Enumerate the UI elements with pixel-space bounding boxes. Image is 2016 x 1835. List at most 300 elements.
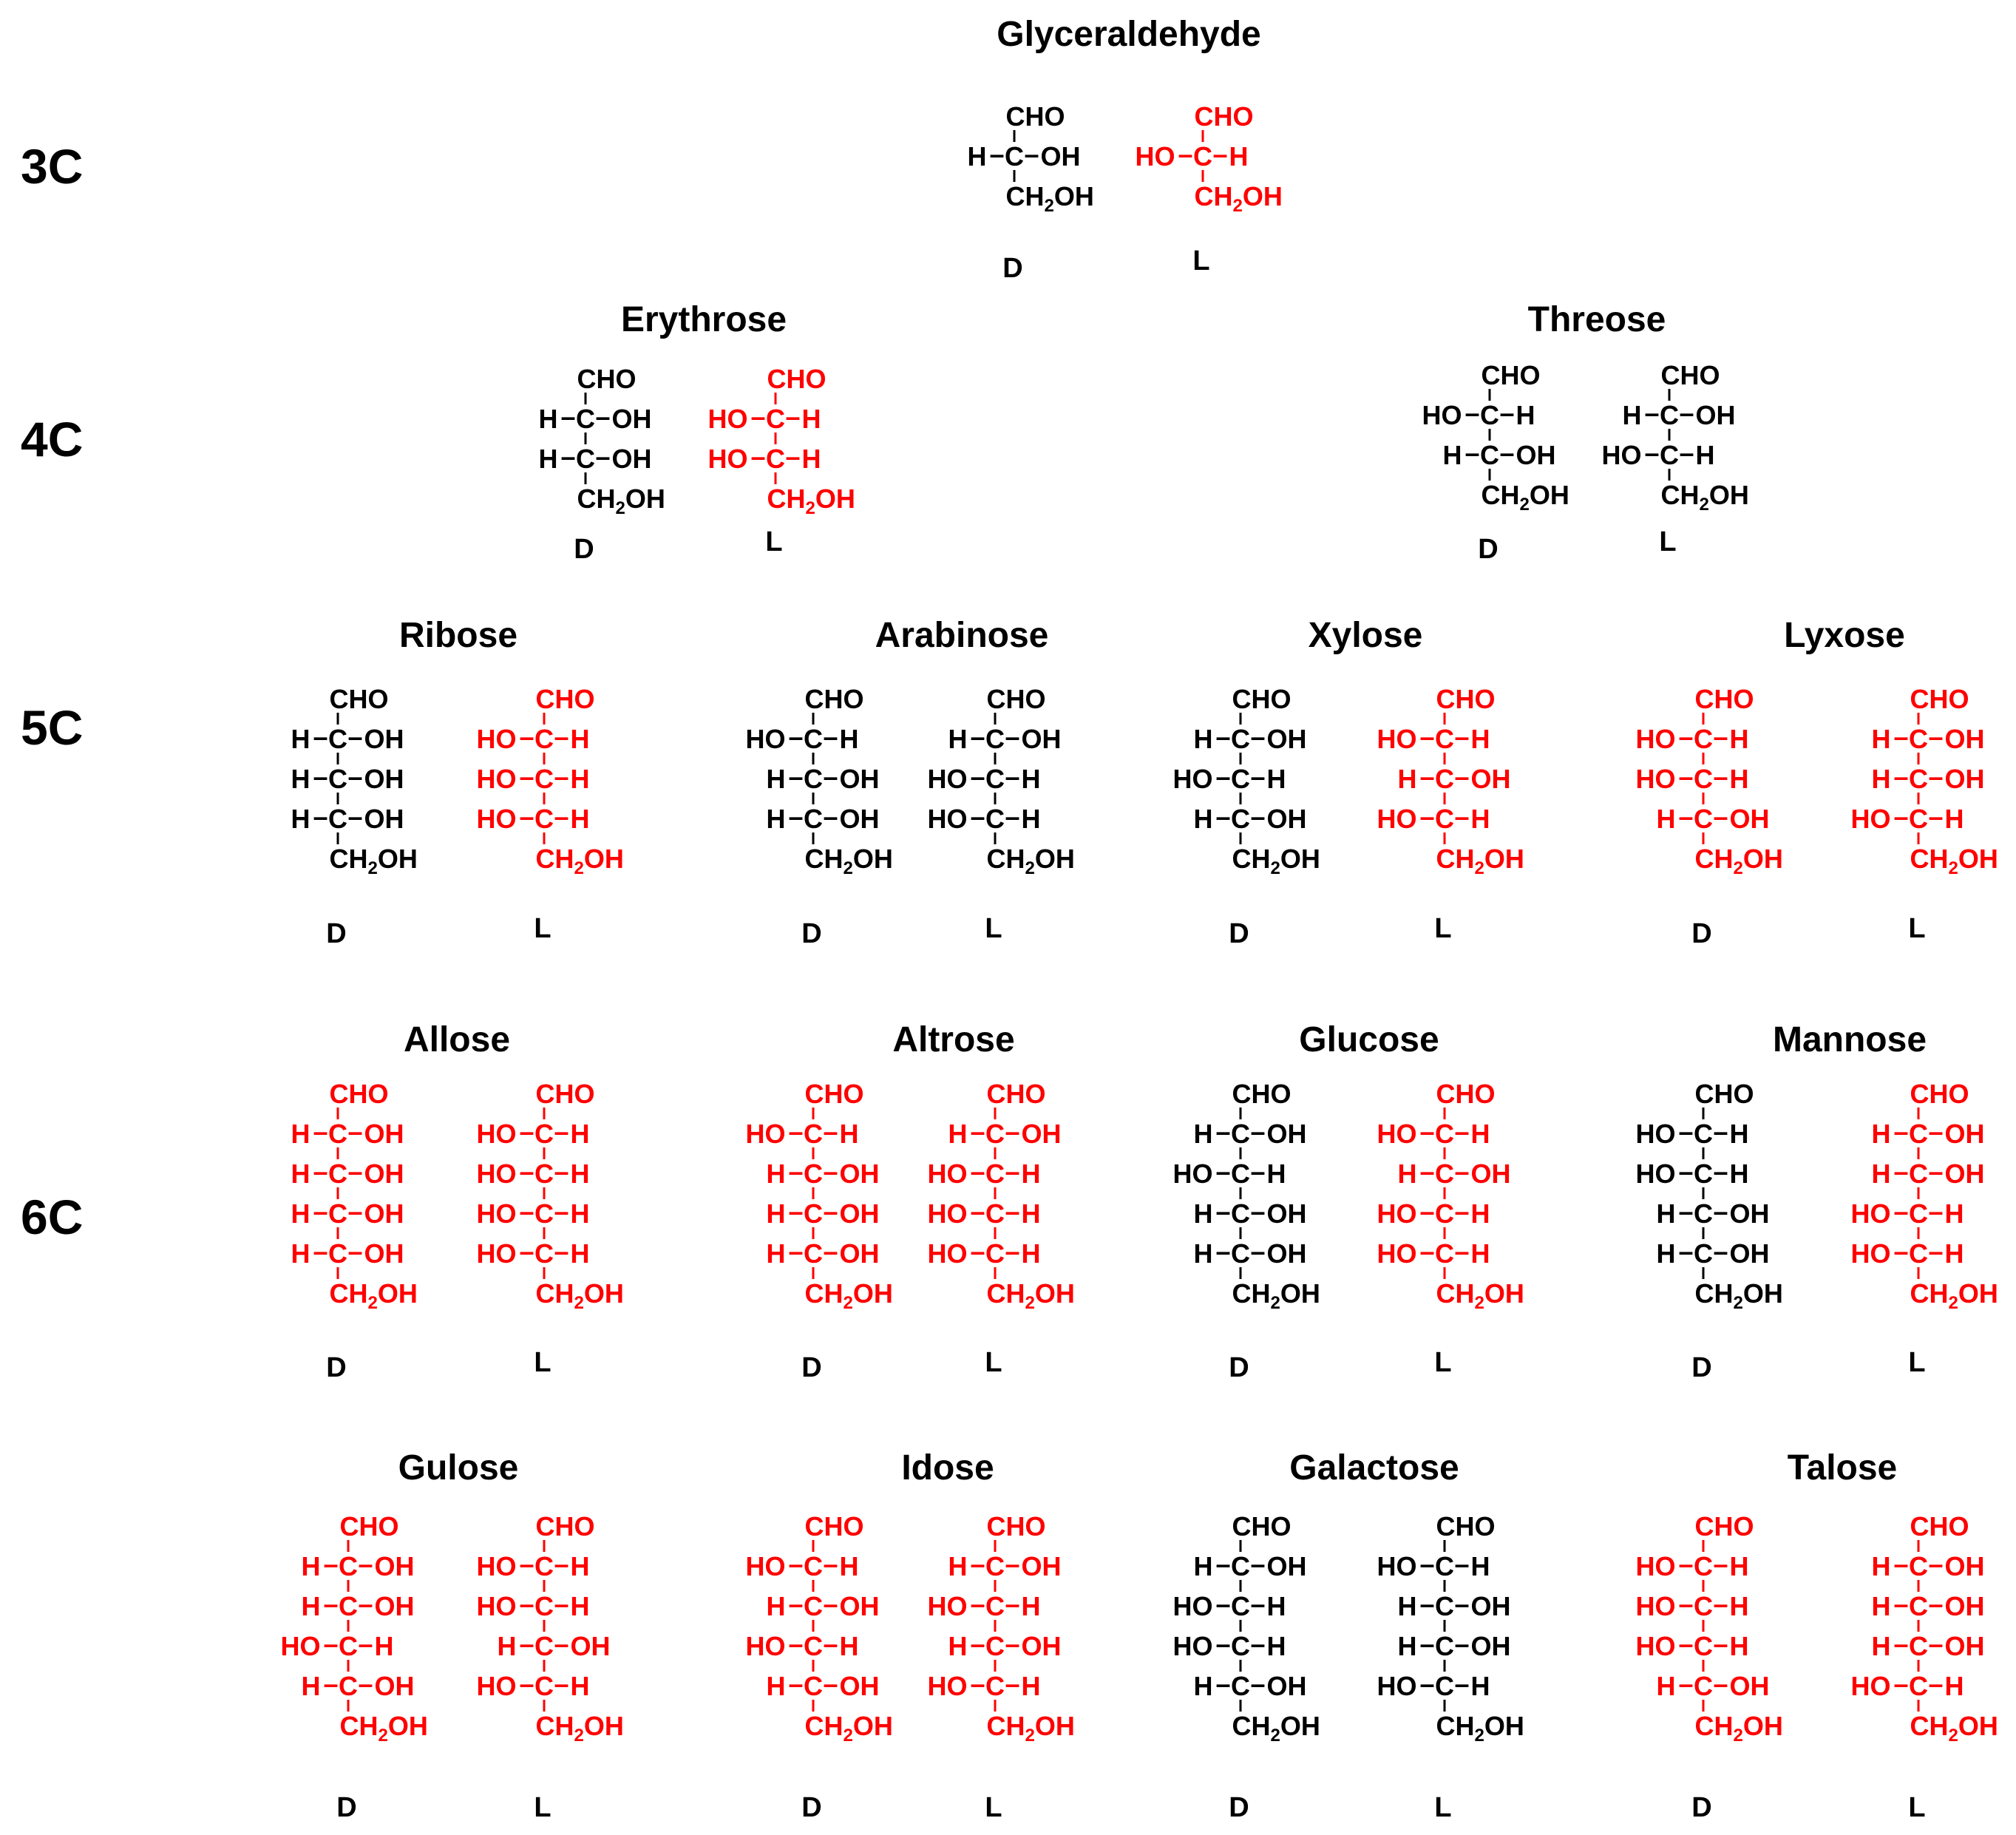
- sugar-arabinose: [746, 616, 1075, 949]
- left-substituent: H: [538, 444, 558, 474]
- stereocenter-4: [1851, 801, 1964, 844]
- left-substituent: H: [291, 1198, 310, 1229]
- sugar-title: Galactose: [1289, 1448, 1459, 1488]
- right-substituent: OH: [364, 724, 404, 754]
- left-substituent: H: [948, 724, 968, 754]
- right-bond: –: [347, 801, 363, 832]
- sugar-glyceraldehyde: [968, 15, 1283, 284]
- right-bond: –: [823, 1116, 838, 1147]
- carbon-atom: C: [534, 1159, 554, 1189]
- stereocenter-2: [1872, 1116, 1985, 1159]
- carbon-atom: C: [1694, 804, 1713, 834]
- right-substituent: H: [1021, 1198, 1041, 1229]
- stereocenter-4: [948, 1629, 1062, 1672]
- right-bond: –: [554, 1549, 569, 1579]
- sugar-title: Lyxose: [1784, 616, 1905, 655]
- stereocenter-4: [477, 1196, 590, 1239]
- right-bond: –: [1454, 1236, 1470, 1266]
- right-bond: –: [823, 1629, 838, 1659]
- carbon-atom: C: [1435, 764, 1454, 794]
- stereocenter-5: [1657, 1669, 1770, 1712]
- left-bond: –: [1893, 762, 1909, 792]
- left-substituent: HO: [1422, 400, 1462, 430]
- stereocenter-2: [1422, 398, 1535, 441]
- left-bond: –: [1215, 801, 1231, 832]
- d-isomer-label: D: [1002, 253, 1023, 284]
- right-bond: –: [1928, 762, 1944, 792]
- right-bond: –: [823, 1196, 838, 1227]
- right-bond: –: [1928, 1669, 1944, 1699]
- hydroxymethyl-group: $CH_2OH$: [535, 1278, 624, 1313]
- carbon-atom: C: [1231, 1671, 1250, 1701]
- left-substituent: H: [1871, 1591, 1891, 1621]
- left-bond: –: [323, 1629, 339, 1659]
- right-substituent: OH: [364, 1198, 404, 1229]
- stereocenter-2: [477, 722, 590, 764]
- left-bond: –: [313, 801, 328, 832]
- left-bond: –: [1893, 1196, 1909, 1227]
- stereocenter-4: [1194, 1196, 1307, 1239]
- d-isomer-label: D: [1691, 1792, 1712, 1823]
- stereocenter-3: [767, 762, 880, 804]
- left-substituent: H: [1397, 1159, 1417, 1189]
- right-bond: –: [1928, 1156, 1944, 1187]
- sugar-glucose: [1173, 1020, 1524, 1383]
- stereocenter-3: [477, 1156, 590, 1199]
- left-substituent: H: [948, 1119, 968, 1149]
- right-substituent: H: [1470, 1551, 1490, 1581]
- l-isomer-label: L: [534, 1347, 551, 1378]
- left-bond: –: [1893, 801, 1909, 832]
- carbon-atom: C: [1909, 804, 1928, 834]
- right-bond: –: [1713, 1629, 1728, 1659]
- carbon-atom: C: [339, 1591, 358, 1621]
- carbon-atom: C: [1694, 1119, 1713, 1149]
- right-bond: –: [554, 1669, 569, 1699]
- right-bond: –: [1928, 1549, 1944, 1579]
- sugar-idose: [746, 1448, 1075, 1823]
- aldehyde-group: CHO: [1694, 1511, 1754, 1541]
- left-bond: –: [1215, 722, 1231, 752]
- right-substituent: OH: [1021, 1119, 1062, 1149]
- right-substituent: H: [1944, 804, 1964, 834]
- left-substituent: HO: [1172, 1631, 1213, 1661]
- right-bond: –: [1454, 1669, 1470, 1699]
- right-bond: –: [823, 722, 838, 752]
- right-substituent: H: [1021, 804, 1041, 834]
- left-bond: –: [1419, 1196, 1435, 1227]
- right-substituent: H: [570, 1551, 590, 1581]
- right-substituent: H: [839, 1631, 859, 1661]
- stereocenter-3: [539, 441, 652, 484]
- right-substituent: OH: [1729, 1198, 1770, 1229]
- right-bond: –: [358, 1629, 373, 1659]
- hydroxymethyl-group: $CH_2OH$: [1694, 1278, 1783, 1313]
- aldehyde-group: CHO: [1232, 684, 1292, 714]
- stereocenter-4: [1657, 1196, 1770, 1239]
- left-bond: –: [519, 1629, 534, 1659]
- left-bond: –: [1215, 1196, 1231, 1227]
- right-bond: –: [1454, 722, 1470, 752]
- aldehyde-group: CHO: [1910, 1511, 1969, 1541]
- left-substituent: H: [766, 1198, 786, 1229]
- right-bond: –: [1454, 1629, 1470, 1659]
- aldehyde-group: CHO: [1910, 684, 1969, 714]
- right-bond: –: [1005, 801, 1020, 832]
- left-substituent: H: [1397, 1631, 1417, 1661]
- hydroxymethyl-group: $CH_2OH$: [1232, 1278, 1320, 1313]
- right-substituent: OH: [1729, 1238, 1770, 1269]
- sugar-title: Glyceraldehyde: [997, 15, 1261, 54]
- carbon-atom: C: [1231, 1591, 1250, 1621]
- right-bond: –: [1250, 1236, 1266, 1266]
- carbon-atom: C: [804, 764, 823, 794]
- erythrose-l-fischer: [708, 364, 855, 518]
- carbon-atom: C: [1231, 1551, 1250, 1581]
- right-substituent: OH: [1944, 1119, 1985, 1149]
- sugar-title: Idose: [901, 1448, 994, 1488]
- carbon-atom: C: [328, 1119, 347, 1149]
- stereocenter-4: [498, 1629, 611, 1672]
- carbon-atom: C: [1435, 1591, 1454, 1621]
- stereocenter-2: [1636, 722, 1749, 764]
- right-bond: –: [1713, 801, 1728, 832]
- right-substituent: OH: [364, 1238, 404, 1269]
- left-bond: –: [788, 722, 804, 752]
- aldehyde-group: CHO: [1660, 360, 1720, 390]
- left-substituent: HO: [927, 1238, 968, 1269]
- arabinose-d-fischer: [746, 684, 893, 878]
- stereocenter-5: [1377, 1669, 1490, 1712]
- left-bond: –: [313, 1196, 328, 1227]
- right-substituent: OH: [1021, 1551, 1062, 1581]
- right-bond: –: [823, 1669, 838, 1699]
- right-bond: –: [347, 722, 363, 752]
- aldehyde-group: CHO: [804, 1511, 864, 1541]
- hydroxymethyl-group: $CH_2OH$: [804, 844, 893, 878]
- aldehyde-group: CHO: [339, 1511, 399, 1541]
- right-bond: –: [1250, 1589, 1266, 1619]
- stereocenter-4: [1851, 1196, 1964, 1239]
- right-substituent: H: [1021, 1159, 1041, 1189]
- left-substituent: H: [497, 1631, 517, 1661]
- left-bond: –: [519, 1549, 534, 1579]
- left-substituent: HO: [1635, 724, 1676, 754]
- stereocenter-5: [1194, 1236, 1307, 1279]
- stereocenter-3: [767, 1589, 880, 1632]
- left-substituent: HO: [1172, 1591, 1213, 1621]
- aldehyde-group: CHO: [535, 1511, 595, 1541]
- carbon-atom: C: [1909, 724, 1928, 754]
- left-bond: –: [1644, 438, 1660, 468]
- left-substituent: HO: [476, 764, 517, 794]
- ribose-l-fischer: [477, 684, 624, 878]
- left-substituent: H: [1397, 1591, 1417, 1621]
- left-substituent: H: [766, 1159, 786, 1189]
- right-substituent: OH: [1729, 1671, 1770, 1701]
- l-isomer-label: L: [985, 913, 1002, 944]
- left-substituent: HO: [1377, 1238, 1417, 1269]
- stereocenter-2: [1636, 1549, 1749, 1592]
- carbon-atom: C: [1231, 1238, 1250, 1269]
- right-bond: –: [554, 762, 569, 792]
- left-substituent: HO: [707, 404, 748, 434]
- left-substituent: HO: [927, 1159, 968, 1189]
- left-substituent: HO: [927, 1671, 968, 1701]
- right-substituent: H: [1470, 1198, 1490, 1229]
- carbon-atom: C: [985, 764, 1005, 794]
- l-isomer-label: L: [765, 526, 783, 557]
- left-bond: –: [1678, 1589, 1694, 1619]
- hydroxymethyl-group: $CH_2OH$: [804, 1711, 893, 1746]
- right-substituent: OH: [1266, 804, 1307, 834]
- row-labels: [21, 139, 83, 1244]
- right-bond: –: [1713, 1549, 1728, 1579]
- left-bond: –: [1893, 722, 1909, 752]
- left-substituent: H: [301, 1551, 321, 1581]
- right-substituent: OH: [364, 804, 404, 834]
- carbon-atom: C: [576, 404, 595, 434]
- xylose-l-fischer: [1377, 684, 1524, 878]
- carbon-atom: C: [1694, 764, 1713, 794]
- right-bond: –: [823, 1156, 838, 1187]
- left-bond: –: [1678, 1116, 1694, 1147]
- sugar-title: Erythrose: [620, 300, 787, 339]
- stereocenter-2: [948, 1116, 1062, 1159]
- left-bond: –: [1215, 1549, 1231, 1579]
- left-substituent: HO: [927, 764, 968, 794]
- sugar-title: Ribose: [398, 616, 518, 655]
- stereocenter-5: [1657, 1236, 1770, 1279]
- hydroxymethyl-group: $CH_2OH$: [986, 844, 1075, 878]
- left-bond: –: [1419, 801, 1435, 832]
- right-bond: –: [1250, 801, 1266, 832]
- left-bond: –: [1465, 438, 1480, 468]
- right-substituent: H: [374, 1631, 394, 1661]
- left-substituent: H: [291, 1119, 310, 1149]
- carbon-atom: C: [534, 724, 554, 754]
- left-bond: –: [1678, 1156, 1694, 1187]
- right-substituent: OH: [364, 1119, 404, 1149]
- right-substituent: OH: [1944, 764, 1985, 794]
- stereocenter-3: [291, 762, 404, 804]
- right-bond: –: [1005, 722, 1020, 752]
- idose-d-fischer: [746, 1511, 893, 1746]
- stereocenter-5: [928, 1236, 1041, 1279]
- right-substituent: H: [1729, 1591, 1749, 1621]
- carbon-atom: C: [339, 1631, 358, 1661]
- gulose-l-fischer: [477, 1511, 624, 1746]
- stereocenter-2: [477, 1116, 590, 1159]
- right-bond: –: [554, 1116, 569, 1147]
- left-substituent: HO: [745, 724, 786, 754]
- hydroxymethyl-group: $CH_2OH$: [986, 1711, 1075, 1746]
- left-bond: –: [519, 722, 534, 752]
- left-bond: –: [788, 1196, 804, 1227]
- stereocenter-2: [1377, 722, 1490, 764]
- d-isomer-label: D: [1229, 1352, 1249, 1383]
- left-substituent: H: [766, 804, 786, 834]
- left-bond: –: [1678, 1196, 1694, 1227]
- stereocenter-3: [708, 441, 821, 484]
- carbon-atom: C: [328, 764, 347, 794]
- left-bond: –: [788, 1116, 804, 1147]
- right-substituent: H: [1266, 1159, 1286, 1189]
- carbon-atom: C: [985, 1631, 1005, 1661]
- left-bond: –: [519, 801, 534, 832]
- right-bond: –: [554, 1196, 569, 1227]
- right-bond: –: [1250, 1669, 1266, 1699]
- right-substituent: H: [1266, 1591, 1286, 1621]
- right-substituent: OH: [1516, 440, 1556, 470]
- sugar-talose: [1636, 1448, 1998, 1823]
- stereocenter-3: [1872, 762, 1985, 804]
- left-bond: –: [1419, 1236, 1435, 1266]
- left-substituent: HO: [476, 724, 517, 754]
- stereocenter-2: [1194, 1549, 1307, 1592]
- right-substituent: H: [1470, 1238, 1490, 1269]
- carbon-atom: C: [1694, 1631, 1713, 1661]
- left-substituent: HO: [476, 804, 517, 834]
- carbon-atom: C: [534, 1238, 554, 1269]
- gulose-d-fischer: [281, 1511, 428, 1746]
- left-substituent: HO: [1635, 1119, 1676, 1149]
- right-substituent: H: [1229, 141, 1249, 172]
- stereocenter-2: [1136, 139, 1249, 182]
- right-bond: –: [1679, 438, 1694, 468]
- stereocenter-3: [1398, 762, 1511, 804]
- carbon-atom: C: [1694, 1591, 1713, 1621]
- right-bond: –: [1454, 801, 1470, 832]
- left-bond: –: [970, 762, 985, 792]
- carbon-atom: C: [766, 444, 785, 474]
- sugar-title: Gulose: [398, 1448, 519, 1488]
- carbon-atom: C: [985, 804, 1005, 834]
- carbon-atom: C: [1231, 1119, 1250, 1149]
- right-substituent: OH: [839, 1198, 880, 1229]
- left-substituent: HO: [927, 804, 968, 834]
- d-isomer-label: D: [801, 1792, 822, 1823]
- left-bond: –: [970, 1589, 985, 1619]
- right-substituent: OH: [1470, 1159, 1511, 1189]
- right-bond: –: [1454, 1116, 1470, 1147]
- sugar-title: Threose: [1527, 300, 1666, 339]
- sugar-threose: [1422, 300, 1749, 565]
- hydroxymethyl-group: $CH_2OH$: [1232, 844, 1320, 878]
- sugar-mannose: [1636, 1020, 1998, 1383]
- right-bond: –: [554, 1629, 569, 1659]
- d-isomer-label: D: [336, 1792, 357, 1823]
- left-bond: –: [1215, 1629, 1231, 1659]
- left-substituent: H: [1193, 1238, 1213, 1269]
- right-bond: –: [1454, 1549, 1470, 1579]
- right-substituent: OH: [611, 404, 652, 434]
- stereocenter-2: [968, 139, 1081, 182]
- left-substituent: HO: [1635, 1551, 1676, 1581]
- l-isomer-label: L: [1908, 1792, 1926, 1823]
- left-bond: –: [1893, 1156, 1909, 1187]
- carbon-atom: C: [1694, 1551, 1713, 1581]
- aldehyde-group: CHO: [577, 364, 637, 394]
- left-substituent: H: [948, 1631, 968, 1661]
- right-substituent: H: [570, 1159, 590, 1189]
- left-substituent: HO: [1135, 141, 1175, 172]
- lyxose-l-fischer: [1851, 684, 1998, 878]
- left-substituent: H: [766, 764, 786, 794]
- sugar-structures: [281, 15, 1998, 1823]
- left-substituent: HO: [927, 1591, 968, 1621]
- carbon-atom: C: [1909, 1198, 1928, 1229]
- left-substituent: HO: [1172, 1159, 1213, 1189]
- hydroxymethyl-group: $CH_2OH$: [1694, 1711, 1783, 1746]
- stereocenter-5: [1377, 1236, 1490, 1279]
- left-substituent: HO: [476, 1591, 517, 1621]
- altrose-l-fischer: [928, 1079, 1075, 1313]
- stereocenter-2: [1194, 1116, 1307, 1159]
- right-substituent: H: [1944, 1671, 1964, 1701]
- left-bond: –: [989, 139, 1005, 169]
- left-bond: –: [970, 1156, 985, 1187]
- right-bond: –: [1005, 1116, 1020, 1147]
- altrose-d-fischer: [746, 1079, 893, 1313]
- stereocenter-3: [1173, 1589, 1286, 1632]
- right-substituent: H: [801, 444, 821, 474]
- stereocenter-3: [1398, 1589, 1511, 1632]
- l-isomer-label: L: [985, 1347, 1002, 1378]
- left-bond: –: [788, 1589, 804, 1619]
- d-isomer-label: D: [801, 918, 822, 949]
- row-label-6c: 6C: [21, 1190, 84, 1244]
- carbon-atom: C: [1193, 141, 1212, 172]
- left-substituent: H: [291, 724, 310, 754]
- left-substituent: HO: [1635, 1159, 1676, 1189]
- right-substituent: H: [1021, 1591, 1041, 1621]
- stereocenter-3: [1636, 1589, 1749, 1632]
- carbon-atom: C: [534, 1198, 554, 1229]
- left-bond: –: [970, 1629, 985, 1659]
- right-bond: –: [1250, 1196, 1266, 1227]
- right-substituent: OH: [374, 1591, 415, 1621]
- stereocenter-2: [746, 1116, 859, 1159]
- carbon-atom: C: [804, 1551, 823, 1581]
- xylose-d-fischer: [1173, 684, 1320, 878]
- right-bond: –: [1250, 1629, 1266, 1659]
- right-substituent: OH: [839, 1671, 880, 1701]
- aldehyde-group: CHO: [1436, 1079, 1496, 1109]
- right-bond: –: [1454, 1156, 1470, 1187]
- aldehyde-group: CHO: [986, 684, 1046, 714]
- right-substituent: H: [570, 1119, 590, 1149]
- stereocenter-4: [1377, 801, 1490, 844]
- carbon-atom: C: [534, 764, 554, 794]
- left-bond: –: [313, 1156, 328, 1187]
- right-bond: –: [1713, 1116, 1728, 1147]
- left-substituent: H: [967, 141, 987, 172]
- stereocenter-3: [1602, 438, 1715, 481]
- left-bond: –: [1678, 762, 1694, 792]
- hydroxymethyl-group: $CH_2OH$: [1481, 480, 1569, 515]
- left-bond: –: [519, 1156, 534, 1187]
- right-bond: –: [823, 1589, 838, 1619]
- hydroxymethyl-group: $CH_2OH$: [1694, 844, 1783, 878]
- stereocenter-2: [746, 1549, 859, 1592]
- sugar-title: Xylose: [1308, 616, 1423, 655]
- d-isomer-label: D: [1478, 534, 1499, 565]
- mannose-l-fischer: [1851, 1079, 1998, 1313]
- carbon-atom: C: [804, 1671, 823, 1701]
- left-substituent: H: [766, 1671, 786, 1701]
- l-isomer-label: L: [1192, 245, 1210, 277]
